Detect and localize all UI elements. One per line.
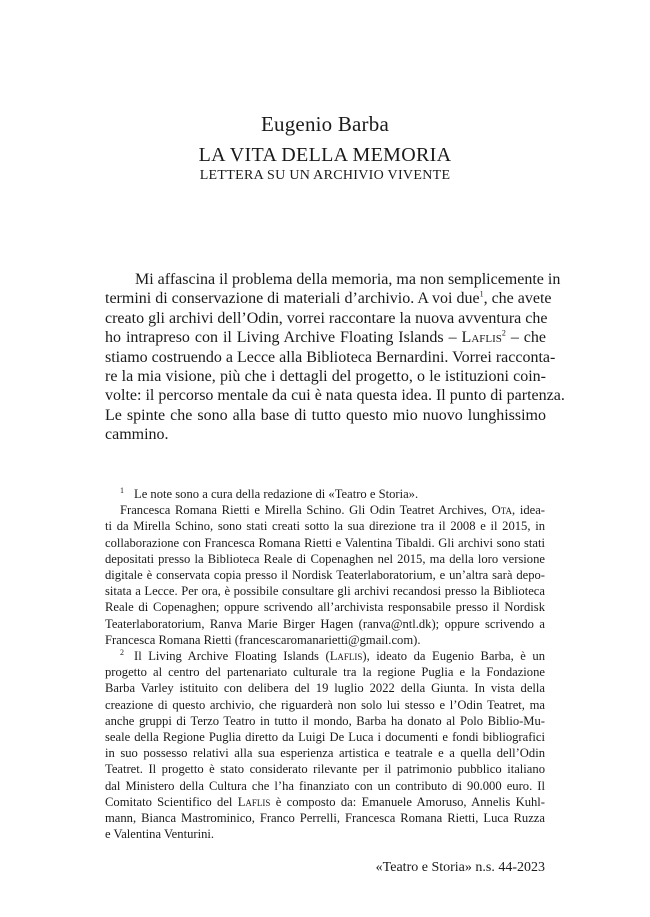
- body-paragraph: [105, 270, 565, 445]
- footnote-line: digitale è conservata copia presso il Nordisk Teaterlaboratorium, e un’altra sarà depo-: [105, 568, 545, 583]
- body-line: cammino.: [105, 426, 169, 444]
- body-text-run: – che: [505, 329, 547, 347]
- footnote-text: è composto da: Emanuele Amoruso, Annelis Kuhl-: [270, 794, 546, 809]
- footnote-line: Barba Varley istituito con delibera del 19 luglio 2022 della Giunta. In vista della: [105, 681, 545, 696]
- body-text-run: , che avete: [483, 290, 552, 308]
- body-line: [105, 328, 546, 347]
- footnote-line: Reale di Copenaghen; oppure scrivendo all’archivista responsabile presso il Nordisk: [105, 600, 545, 615]
- footnote-line: dal Ministero della Cultura che l’ha finanziato con un contributo di 90.000 euro. Il: [105, 778, 545, 793]
- footnote-line: sitata a Lecce. Per ora, è possibile consultare gli archivi recandosi presso la Biblioteca: [105, 584, 545, 599]
- footnote-line: mann, Bianca Mastrominico, Franco Perrelli, Francesca Romana Rietti, Luca Ruzza: [105, 811, 545, 826]
- body-line: volte: il percorso mentale da cui è nata questa idea. Il punto di partenza.: [105, 387, 565, 405]
- journal-citation: «Teatro e Storia» n.s. 44-2023: [375, 860, 545, 875]
- body-line: Mi affascina il problema della memoria, ma non semplicemente in: [135, 271, 561, 288]
- footnote-line: seale della Regione Puglia diretto da Luigi De Luca i documenti e fondi bibliografici: [105, 730, 545, 745]
- footnote-line: creazione di questo archivio, che riguarderà non solo lui stesso e l’Odin Teatret, ma: [105, 697, 545, 712]
- footnote-line: collaborazione con Francesca Romana Rietti e Valentina Tibaldi. Gli archivi sono stati: [105, 535, 545, 550]
- footnote-line: depositati presso la Biblioteca Reale di Copenaghen nel 2015, ma della loro versione: [105, 551, 545, 566]
- article-title: LA VITA DELLA MEMORIA: [198, 144, 452, 166]
- body-line: Le spinte che sono alla base di tutto questo mio nuovo lunghissimo: [105, 406, 546, 424]
- footnote-1: 1 Le note sono a cura della redazione di «Teatro e Storia».: [120, 485, 419, 501]
- body-text-run: termini di conservazione di materiali d’archivio. A voi due: [105, 290, 480, 308]
- footnote-line: [105, 794, 545, 810]
- footnote-line: ti da Mirella Schino, sono stati creati sotto la sua direzione tra il 2008 e il 2015, in: [105, 519, 545, 534]
- body-line: [105, 289, 552, 308]
- footnote-text: Francesca Romana Rietti e Mirella Schino. Gli Odin Teatret Archives,: [120, 503, 492, 518]
- footnote-line: progetto al centro del partenariato culturale tra la regione Puglia e la Fondazione: [105, 665, 545, 680]
- article-subtitle: LETTERA SU UN ARCHIVIO VIVENTE: [199, 168, 451, 183]
- author-name: Eugenio Barba: [261, 112, 389, 136]
- footnote-line: e Valentina Venturini.: [105, 827, 215, 842]
- footnote-2: 2 Il Living Archive Floating Islands (Laflis), ideato da Eugenio Barba, è un: [120, 647, 545, 664]
- acronym-laflis: Laflis: [237, 794, 271, 809]
- footnote-line: [105, 502, 545, 518]
- acronym-ota: Ota: [491, 503, 512, 518]
- footnote-line: Teatret. Il progetto è stato considerato rilevante per il patrimonio pubblico italiano: [105, 762, 545, 777]
- footnote-text: ), ideato da Eugenio Barba, è un: [362, 649, 545, 664]
- footnote-text: Il Living Archive Floating Islands (: [134, 649, 330, 664]
- footnote-text: , idea-: [512, 503, 545, 518]
- footnotes: [105, 486, 545, 842]
- body-line: stiamo costruendo a Lecce alla Biblioteca Bernardini. Vorrei racconta-: [105, 348, 556, 366]
- footnote-line: in suo possesso relativi alla sua esperienza artistica e teatrale e a quella dell’Odin: [105, 746, 545, 761]
- footnote-ref-2[interactable]: 2: [501, 328, 506, 338]
- footnote-line: anche gruppi di Terzo Teatro in tutto il mondo, Barba ha donato al Polo Biblio-Mu-: [105, 713, 545, 728]
- body-text-run: ho intrapreso con il Living Archive Floating Islands –: [105, 329, 462, 347]
- footnote-text: Comitato Scientifico del: [105, 794, 238, 809]
- footnote-ref-1[interactable]: 1: [479, 290, 484, 300]
- body-line: re la mia visione, più che i dettagli del progetto, o le istituzioni coin-: [105, 368, 546, 386]
- footnote-line: Teaterlaboratorium, Ranva Marie Birger Hagen (ranva@ntl.dk); oppure scrivendo a: [105, 616, 545, 631]
- footnote-text: Le note sono a cura della redazione di «Teatro e Storia».: [134, 487, 419, 501]
- acronym-laflis: Laflis: [329, 649, 363, 664]
- body-line: creato gli archivi dell’Odin, vorrei raccontare la nuova avventura che: [105, 309, 548, 327]
- footnote-line: Francesca Romana Rietti (francescaromanarietti@gmail.com).: [105, 632, 421, 647]
- acronym-laflis: Laflis: [461, 329, 502, 347]
